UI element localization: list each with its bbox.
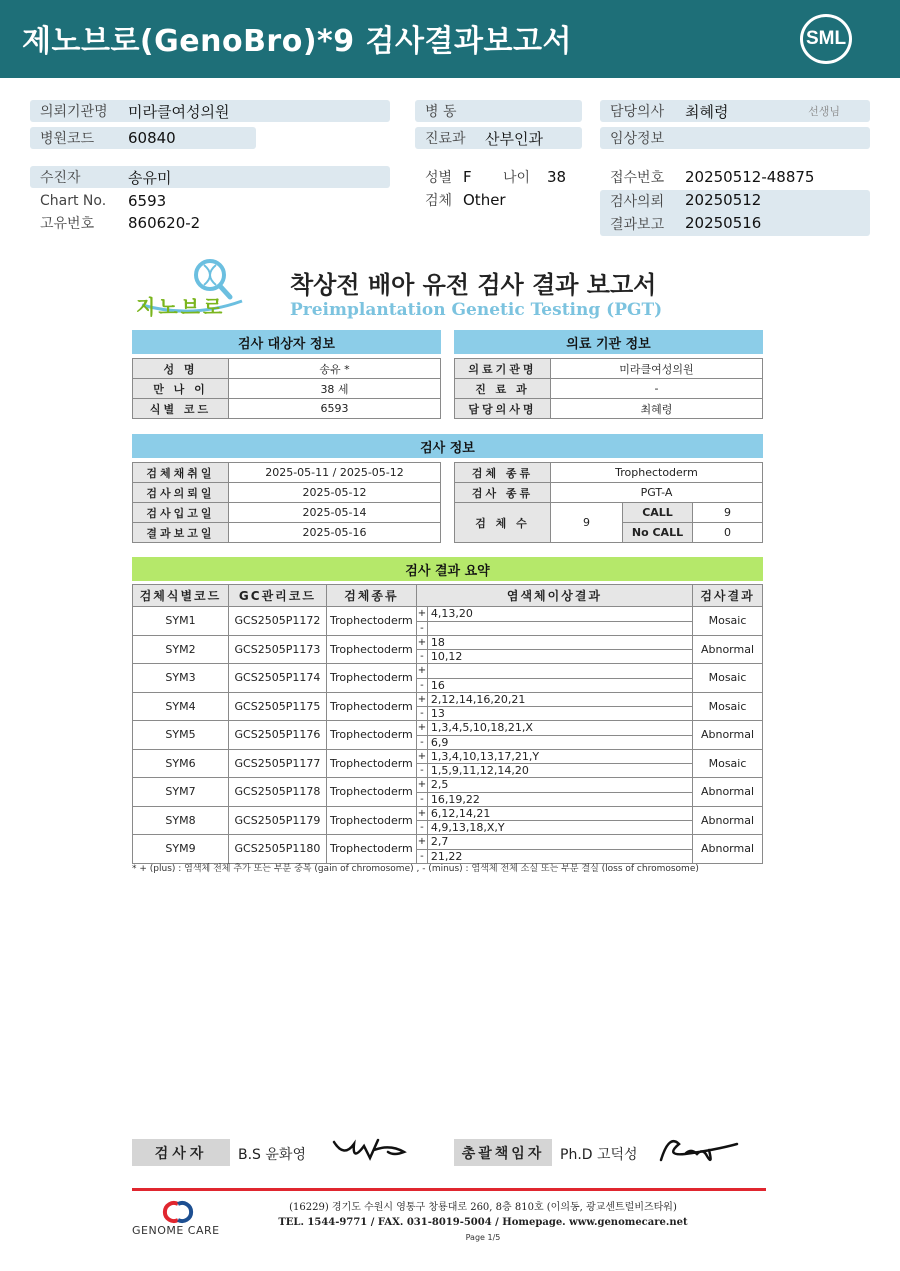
chromosome-result	[416, 749, 692, 778]
specimen-id: SYM1	[133, 607, 229, 636]
table-row	[133, 721, 763, 750]
chromosome-result	[416, 835, 692, 864]
uid-label: 고유번호	[40, 216, 95, 232]
specimen-type: Trophectoderm	[326, 692, 416, 721]
specimen-type: Trophectoderm	[326, 607, 416, 636]
request-date-value: 2025-05-12	[229, 483, 441, 503]
chromosome-loss: 16	[430, 678, 445, 692]
genobro-logo-text: 지노브로	[136, 295, 226, 319]
document-title: 제노브로(GenoBro)*9 검사결과보고서	[22, 24, 572, 59]
report-label: 결과보고	[610, 217, 665, 233]
column-header: GC관리코드	[228, 585, 326, 607]
table-header-row	[133, 585, 763, 607]
test-specimen-table	[454, 462, 763, 543]
chromosome-result	[416, 806, 692, 835]
specimen-type: Trophectoderm	[326, 806, 416, 835]
summary-section-head: 검사 결과 요약	[132, 557, 763, 581]
tester-name: B.S 윤화영	[238, 1147, 306, 1163]
column-header: 염색체이상결과	[416, 585, 692, 607]
tester-label: 검사자	[132, 1139, 230, 1166]
chromosome-result	[416, 721, 692, 750]
request-key: 검사의뢰일	[133, 483, 229, 503]
plus-sign: +	[417, 836, 427, 847]
chromosome-loss: 21,22	[430, 849, 463, 863]
subject-age-value: 38 세	[229, 379, 441, 399]
chromosome-gain: 2,12,14,16,20,21	[430, 692, 526, 706]
table-row	[133, 379, 441, 399]
minus-sign: -	[417, 736, 428, 749]
chromosome-loss: 13	[430, 707, 445, 721]
summary-body	[133, 607, 763, 864]
gc-code: GCS2505P1173	[228, 635, 326, 664]
age-value: 38	[547, 168, 567, 186]
specimen-type: Trophectoderm	[326, 635, 416, 664]
test-section-head: 검사 정보	[132, 434, 763, 458]
subject-table	[132, 358, 441, 419]
specimen-id: SYM6	[133, 749, 229, 778]
specimen-field	[415, 189, 585, 211]
call-value: 9	[693, 503, 763, 523]
director-label: 총괄책임자	[454, 1139, 552, 1166]
nocall-value: 0	[693, 523, 763, 543]
plus-sign: +	[417, 722, 427, 733]
test-result: Abnormal	[693, 778, 763, 807]
chromosome-loss: 4,9,13,18,X,Y	[430, 821, 505, 835]
uid-value: 860620-2	[128, 214, 201, 232]
institution-section-head: 의료 기관 정보	[454, 330, 763, 354]
table-row	[133, 635, 763, 664]
plus-sign: +	[417, 779, 427, 790]
report-date-value: 2025-05-16	[229, 523, 441, 543]
chromosome-gain: 2,5	[430, 778, 449, 791]
stype-key: 검체 종류	[455, 463, 551, 483]
minus-sign: -	[417, 707, 428, 720]
column-header: 검체식별코드	[133, 585, 229, 607]
table-row	[133, 806, 763, 835]
specimen-type: Trophectoderm	[326, 749, 416, 778]
table-row	[455, 463, 763, 483]
plus-sign: +	[417, 636, 427, 648]
chromosome-gain: 1,3,4,10,13,17,21,Y	[430, 749, 540, 763]
subject-name-key: 성 명	[133, 359, 229, 379]
uid-field	[30, 212, 330, 234]
chromosome-gain: 6,12,14,21	[430, 806, 491, 820]
chromosome-gain: 1,3,4,5,10,18,21,X	[430, 721, 533, 734]
dates-field	[600, 190, 870, 236]
specimen-label: 검체	[425, 193, 453, 209]
page-number: Page 1/5	[465, 1233, 501, 1242]
clinical-field	[600, 127, 870, 149]
gc-code: GCS2505P1178	[228, 778, 326, 807]
minus-sign: -	[417, 764, 428, 777]
subject-age-key: 만 나 이	[133, 379, 229, 399]
specimen-id: SYM2	[133, 635, 229, 664]
footer-divider	[132, 1188, 766, 1191]
gc-code: GCS2505P1174	[228, 664, 326, 693]
count-value: 9	[551, 503, 623, 543]
subject-id-key: 식별 코드	[133, 399, 229, 419]
table-row	[133, 359, 441, 379]
hospital-field	[30, 100, 390, 122]
report-date-key: 결과보고일	[133, 523, 229, 543]
genobro-logo	[132, 257, 247, 319]
patient-field	[30, 166, 390, 188]
footer-address-block	[240, 1200, 726, 1230]
test-result: Mosaic	[693, 749, 763, 778]
report-value: 20250516	[685, 214, 762, 232]
minus-sign: -	[417, 622, 428, 635]
specimen-type: Trophectoderm	[326, 664, 416, 693]
nocall-key: No CALL	[623, 523, 693, 543]
table-row	[133, 503, 441, 523]
chart-value: 6593	[128, 192, 167, 210]
subject-name-value: 송유 *	[229, 359, 441, 379]
specimen-value: Other	[463, 191, 506, 209]
age-label: 나이	[503, 170, 531, 186]
sex-field	[415, 166, 585, 188]
doctor-value: 최혜령	[685, 102, 729, 121]
plus-sign: +	[417, 608, 427, 619]
specimen-id: SYM8	[133, 806, 229, 835]
specimen-type: Trophectoderm	[326, 835, 416, 864]
ttype-value: PGT-A	[551, 483, 763, 503]
specimen-id: SYM7	[133, 778, 229, 807]
sex-label: 성별	[425, 170, 453, 186]
hospital-code-field	[30, 127, 256, 149]
hospital-label: 의뢰기관명	[40, 104, 108, 120]
plus-sign: +	[417, 750, 427, 762]
receipt-label: 접수번호	[610, 170, 665, 186]
minus-sign: -	[417, 793, 428, 806]
institution-dept-key: 진 료 과	[455, 379, 551, 399]
chromosome-gain: 2,7	[430, 835, 449, 848]
institution-dept-value: -	[551, 379, 763, 399]
gc-code: GCS2505P1176	[228, 721, 326, 750]
hospital-code-value: 60840	[128, 129, 176, 147]
count-key: 검 체 수	[455, 503, 551, 543]
minus-sign: -	[417, 650, 428, 663]
test-result: Mosaic	[693, 607, 763, 636]
specimen-type: Trophectoderm	[326, 721, 416, 750]
test-result: Abnormal	[693, 635, 763, 664]
chromosome-loss: 6,9	[430, 735, 449, 749]
director-name: Ph.D 고덕성	[560, 1147, 638, 1163]
entry-value: 2025-05-14	[229, 503, 441, 523]
doctor-suffix: 선생님	[808, 105, 840, 118]
subject-id-value: 6593	[229, 399, 441, 419]
receipt-field	[600, 166, 870, 188]
table-row	[133, 483, 441, 503]
table-row	[133, 463, 441, 483]
dept-field	[415, 127, 582, 149]
institution-doc-key: 담당의사명	[455, 399, 551, 419]
gc-code: GCS2505P1175	[228, 692, 326, 721]
request-value: 20250512	[685, 191, 762, 209]
table-row	[133, 523, 441, 543]
specimen-id: SYM3	[133, 664, 229, 693]
summary-footnote: * + (plus) : 염색체 전체 추가 또는 부분 중복 (gain of chromosome) , - (minus) : 염색체 전체 소실 또는 부분 결실 (loss of chromosome)	[132, 864, 699, 874]
report-title: 착상전 배아 유전 검사 결과 보고서	[290, 271, 657, 299]
doctor-label: 담당의사	[610, 104, 665, 120]
table-row	[455, 483, 763, 503]
tester-signature-icon	[330, 1132, 412, 1166]
collect-value: 2025-05-11 / 2025-05-12	[229, 463, 441, 483]
top-bar	[0, 0, 900, 78]
specimen-id: SYM4	[133, 692, 229, 721]
specimen-id: SYM5	[133, 721, 229, 750]
receipt-value: 20250512-48875	[685, 168, 815, 186]
gc-code: GCS2505P1177	[228, 749, 326, 778]
chromosome-loss: 1,5,9,11,12,14,20	[430, 764, 529, 778]
table-row	[133, 692, 763, 721]
test-result: Abnormal	[693, 721, 763, 750]
stype-value: Trophectoderm	[551, 463, 763, 483]
chromosome-result	[416, 664, 692, 693]
dept-value: 산부인과	[485, 129, 543, 148]
hospital-code-label: 병원코드	[40, 131, 95, 147]
patient-label: 수진자	[40, 170, 81, 186]
plus-sign: +	[417, 693, 427, 705]
footer-address: (16229) 경기도 수원시 영통구 창룡대로 260, 8층 810호 (이의동, 광교센트럴비즈타워)	[289, 1202, 677, 1213]
minus-sign: -	[417, 850, 428, 863]
genome-care-logo	[130, 1200, 225, 1244]
gc-code: GCS2505P1179	[228, 806, 326, 835]
table-row	[455, 399, 763, 419]
chromosome-result	[416, 635, 692, 664]
test-result: Mosaic	[693, 664, 763, 693]
specimen-type: Trophectoderm	[326, 778, 416, 807]
column-header: 검체종류	[326, 585, 416, 607]
entry-key: 검사입고일	[133, 503, 229, 523]
ttype-key: 검사 종류	[455, 483, 551, 503]
genome-care-logo-text: GENOME CARE	[132, 1224, 220, 1237]
table-row	[133, 749, 763, 778]
doctor-field	[600, 100, 870, 122]
chromosome-result	[416, 607, 692, 636]
test-result: Abnormal	[693, 806, 763, 835]
plus-sign: +	[417, 807, 427, 819]
ward-label: 병 동	[425, 104, 457, 120]
gc-code: GCS2505P1172	[228, 607, 326, 636]
chromosome-loss: 16,19,22	[430, 792, 480, 806]
chart-field	[30, 190, 330, 212]
table-row	[133, 607, 763, 636]
table-row	[455, 503, 763, 523]
chromosome-result	[416, 778, 692, 807]
minus-sign: -	[417, 821, 428, 834]
institution-org-key: 의료기관명	[455, 359, 551, 379]
test-dates-table	[132, 462, 441, 543]
sex-value: F	[463, 168, 472, 186]
sml-logo: SML	[800, 14, 852, 64]
chromosome-gain: 18	[430, 635, 445, 649]
table-row	[133, 835, 763, 864]
test-result: Abnormal	[693, 835, 763, 864]
chart-label: Chart No.	[40, 193, 107, 209]
test-result: Mosaic	[693, 692, 763, 721]
report-subtitle: Preimplantation Genetic Testing (PGT)	[290, 300, 663, 320]
table-row	[133, 664, 763, 693]
dept-label: 진료과	[425, 131, 466, 147]
ward-field	[415, 100, 582, 122]
table-row	[133, 778, 763, 807]
chromosome-result	[416, 692, 692, 721]
plus-sign: +	[417, 665, 427, 676]
collect-key: 검체채취일	[133, 463, 229, 483]
director-signature-icon	[655, 1130, 741, 1168]
table-row	[455, 359, 763, 379]
call-key: CALL	[623, 503, 693, 523]
subject-section-head: 검사 대상자 정보	[132, 330, 441, 354]
chromosome-loss: 10,12	[430, 650, 463, 664]
minus-sign: -	[417, 679, 428, 692]
chromosome-loss	[428, 622, 431, 635]
request-label: 검사의뢰	[610, 194, 665, 210]
summary-table	[132, 584, 763, 864]
institution-org-value: 미라클여성의원	[551, 359, 763, 379]
specimen-id: SYM9	[133, 835, 229, 864]
table-row	[455, 379, 763, 399]
genome-care-logo-icon	[158, 1200, 198, 1224]
hospital-value: 미라클여성의원	[128, 102, 230, 121]
chromosome-gain: 4,13,20	[430, 607, 473, 620]
institution-table	[454, 358, 763, 419]
clinical-label: 임상정보	[610, 131, 665, 147]
patient-value: 송유미	[128, 168, 172, 187]
chromosome-gain	[428, 664, 431, 678]
footer-contact: TEL. 1544-9771 / FAX. 031-8019-5004 / Homepage. www.genomecare.net	[278, 1217, 688, 1228]
table-row	[133, 399, 441, 419]
institution-doc-value: 최혜령	[551, 399, 763, 419]
gc-code: GCS2505P1180	[228, 835, 326, 864]
column-header: 검사결과	[693, 585, 763, 607]
